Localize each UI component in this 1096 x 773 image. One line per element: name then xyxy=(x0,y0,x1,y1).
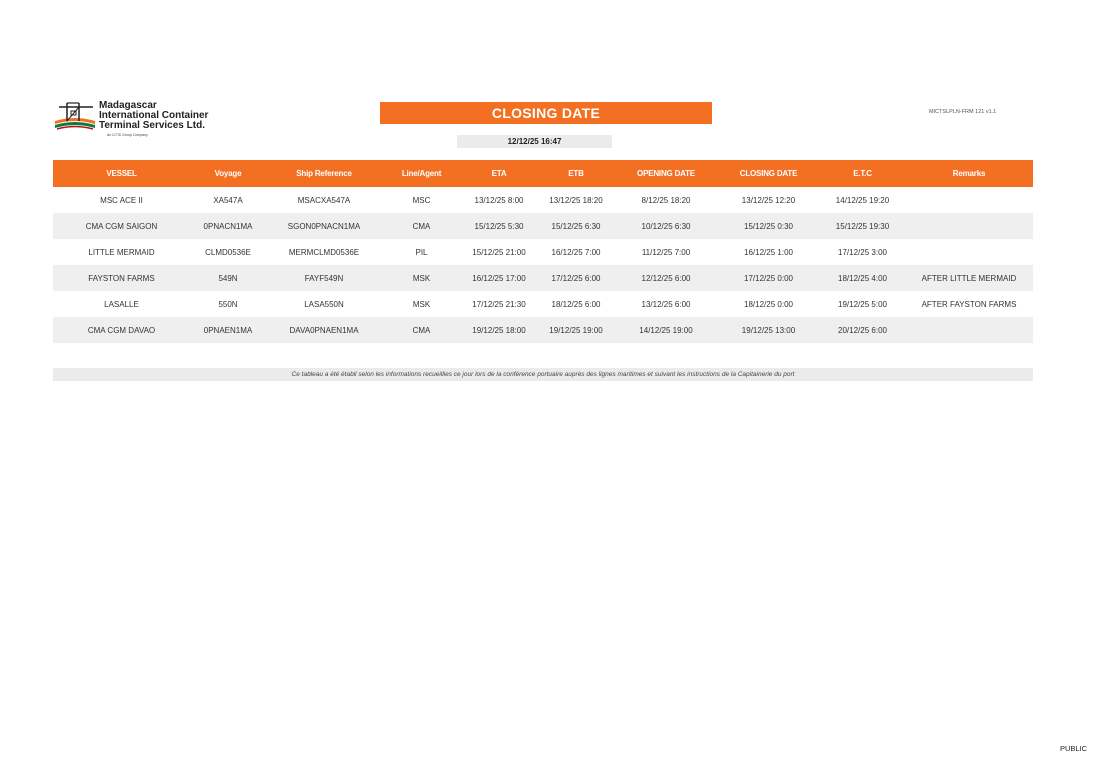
cell-vessel: CMA CGM DAVAO xyxy=(53,317,190,343)
classification-label: PUBLIC xyxy=(1060,744,1088,753)
cell-eta: 17/12/25 21:30 xyxy=(472,299,526,309)
report-datetime: 12/12/25 16:47 xyxy=(457,135,612,148)
cell-etc: 17/12/25 3:00 xyxy=(838,247,887,257)
cell-vessel: CMA CGM SAIGON xyxy=(53,213,190,239)
cell-opening-date: 11/12/25 7:00 xyxy=(641,247,691,257)
cell-voyage: 0PNAEN1MA xyxy=(190,317,266,343)
page-title: CLOSING DATE xyxy=(380,102,712,124)
cell-ship-reference: FAYF549N xyxy=(266,265,382,291)
table-row xyxy=(53,187,1033,213)
cell-etc: 15/12/25 19:30 xyxy=(820,213,905,239)
company-name-line1: Madagascar xyxy=(99,100,157,111)
col-header-etb: ETB xyxy=(537,160,615,187)
cell-etb: 18/12/25 6:00 xyxy=(551,299,601,309)
company-name-line2: International Container xyxy=(99,110,209,121)
closing-date-table xyxy=(53,160,1033,343)
cell-remarks xyxy=(905,187,1033,213)
cell-closing-date: 18/12/25 0:00 xyxy=(744,299,793,309)
cell-remarks xyxy=(905,213,1033,239)
cell-ship-reference: MSACXA547A xyxy=(297,195,351,205)
table-row xyxy=(53,265,1033,291)
cell-eta: 19/12/25 18:00 xyxy=(461,317,537,343)
table-header-row xyxy=(53,160,1033,187)
cell-etc: 20/12/25 6:00 xyxy=(820,317,905,343)
cell-opening-date: 8/12/25 18:20 xyxy=(641,195,691,205)
cell-eta: 13/12/25 8:00 xyxy=(474,195,524,205)
cell-etb: 13/12/25 18:20 xyxy=(549,195,603,205)
cell-vessel: MSC ACE II xyxy=(100,195,143,205)
cell-remarks: AFTER FAYSTON FARMS xyxy=(921,299,1017,309)
cell-closing-date: 16/12/25 1:00 xyxy=(744,247,793,257)
cell-voyage: XA547A xyxy=(213,195,243,205)
cell-voyage: 549N xyxy=(190,265,266,291)
cell-eta: 15/12/25 5:30 xyxy=(461,213,537,239)
cell-etb: 17/12/25 6:00 xyxy=(537,265,615,291)
col-header-etc: E.T.C xyxy=(820,160,905,187)
cell-ship-reference: MERMCLMD0536E xyxy=(288,247,360,257)
cell-voyage: CLMD0536E xyxy=(205,247,251,257)
form-code: MICTSLPLN-FRM 121 v1.1 xyxy=(929,109,997,115)
cell-line-agent: CMA xyxy=(382,317,461,343)
col-header-ship-reference: Ship Reference xyxy=(266,160,382,187)
table-row xyxy=(53,291,1033,317)
cell-closing-date: 13/12/25 12:20 xyxy=(741,195,796,205)
cell-etc: 14/12/25 19:20 xyxy=(835,195,890,205)
cell-opening-date: 13/12/25 6:00 xyxy=(641,299,691,309)
cell-line-agent: CMA xyxy=(382,213,461,239)
cell-remarks xyxy=(905,317,1033,343)
table-row xyxy=(53,239,1033,265)
col-header-closing-date: CLOSING DATE xyxy=(717,160,820,187)
cell-etb: 19/12/25 19:00 xyxy=(537,317,615,343)
cell-ship-reference: DAVA0PNAEN1MA xyxy=(266,317,382,343)
cell-eta: 15/12/25 21:00 xyxy=(472,247,526,257)
company-logo xyxy=(53,101,223,141)
table-row xyxy=(53,317,1033,343)
col-header-voyage: Voyage xyxy=(190,160,266,187)
cell-voyage: 550N xyxy=(218,299,238,309)
cell-line-agent: MSK xyxy=(412,299,431,309)
col-header-line-agent: Line/Agent xyxy=(382,160,461,187)
company-name xyxy=(99,101,208,131)
cell-eta: 16/12/25 17:00 xyxy=(461,265,537,291)
cell-opening-date: 12/12/25 6:00 xyxy=(615,265,717,291)
cell-line-agent: MSK xyxy=(382,265,461,291)
cell-voyage: 0PNACN1MA xyxy=(190,213,266,239)
cell-opening-date: 10/12/25 6:30 xyxy=(615,213,717,239)
cell-line-agent: PIL xyxy=(415,247,428,257)
company-name-line3: Terminal Services Ltd. xyxy=(99,120,205,131)
cell-closing-date: 15/12/25 0:30 xyxy=(717,213,820,239)
cell-closing-date: 17/12/25 0:00 xyxy=(717,265,820,291)
cell-vessel: FAYSTON FARMS xyxy=(53,265,190,291)
footer-note: Ce tableau a été établi selon les informations recueillies ce jour lors de la conférence portuaire auprès des lignes maritimes et suivant les instructions de la Capitainerie du port xyxy=(53,368,1033,381)
company-tagline: An ICTSI Group Company xyxy=(107,133,148,137)
cell-etc: 19/12/25 5:00 xyxy=(838,299,887,309)
cell-vessel: LITTLE MERMAID xyxy=(88,247,155,257)
cell-ship-reference: LASA550N xyxy=(304,299,344,309)
cell-closing-date: 19/12/25 13:00 xyxy=(717,317,820,343)
cell-etc: 18/12/25 4:00 xyxy=(820,265,905,291)
col-header-opening-date: OPENING DATE xyxy=(615,160,717,187)
cell-remarks: AFTER LITTLE MERMAID xyxy=(905,265,1033,291)
cell-etb: 15/12/25 6:30 xyxy=(537,213,615,239)
crane-logo-icon xyxy=(53,101,97,131)
cell-opening-date: 14/12/25 19:00 xyxy=(615,317,717,343)
col-header-remarks: Remarks xyxy=(905,160,1033,187)
cell-line-agent: MSC xyxy=(412,195,431,205)
table-row xyxy=(53,213,1033,239)
cell-remarks xyxy=(905,239,1033,265)
cell-vessel: LASALLE xyxy=(104,299,139,309)
col-header-vessel: VESSEL xyxy=(53,160,190,187)
cell-ship-reference: SGON0PNACN1MA xyxy=(266,213,382,239)
cell-etb: 16/12/25 7:00 xyxy=(551,247,601,257)
col-header-eta: ETA xyxy=(461,160,537,187)
